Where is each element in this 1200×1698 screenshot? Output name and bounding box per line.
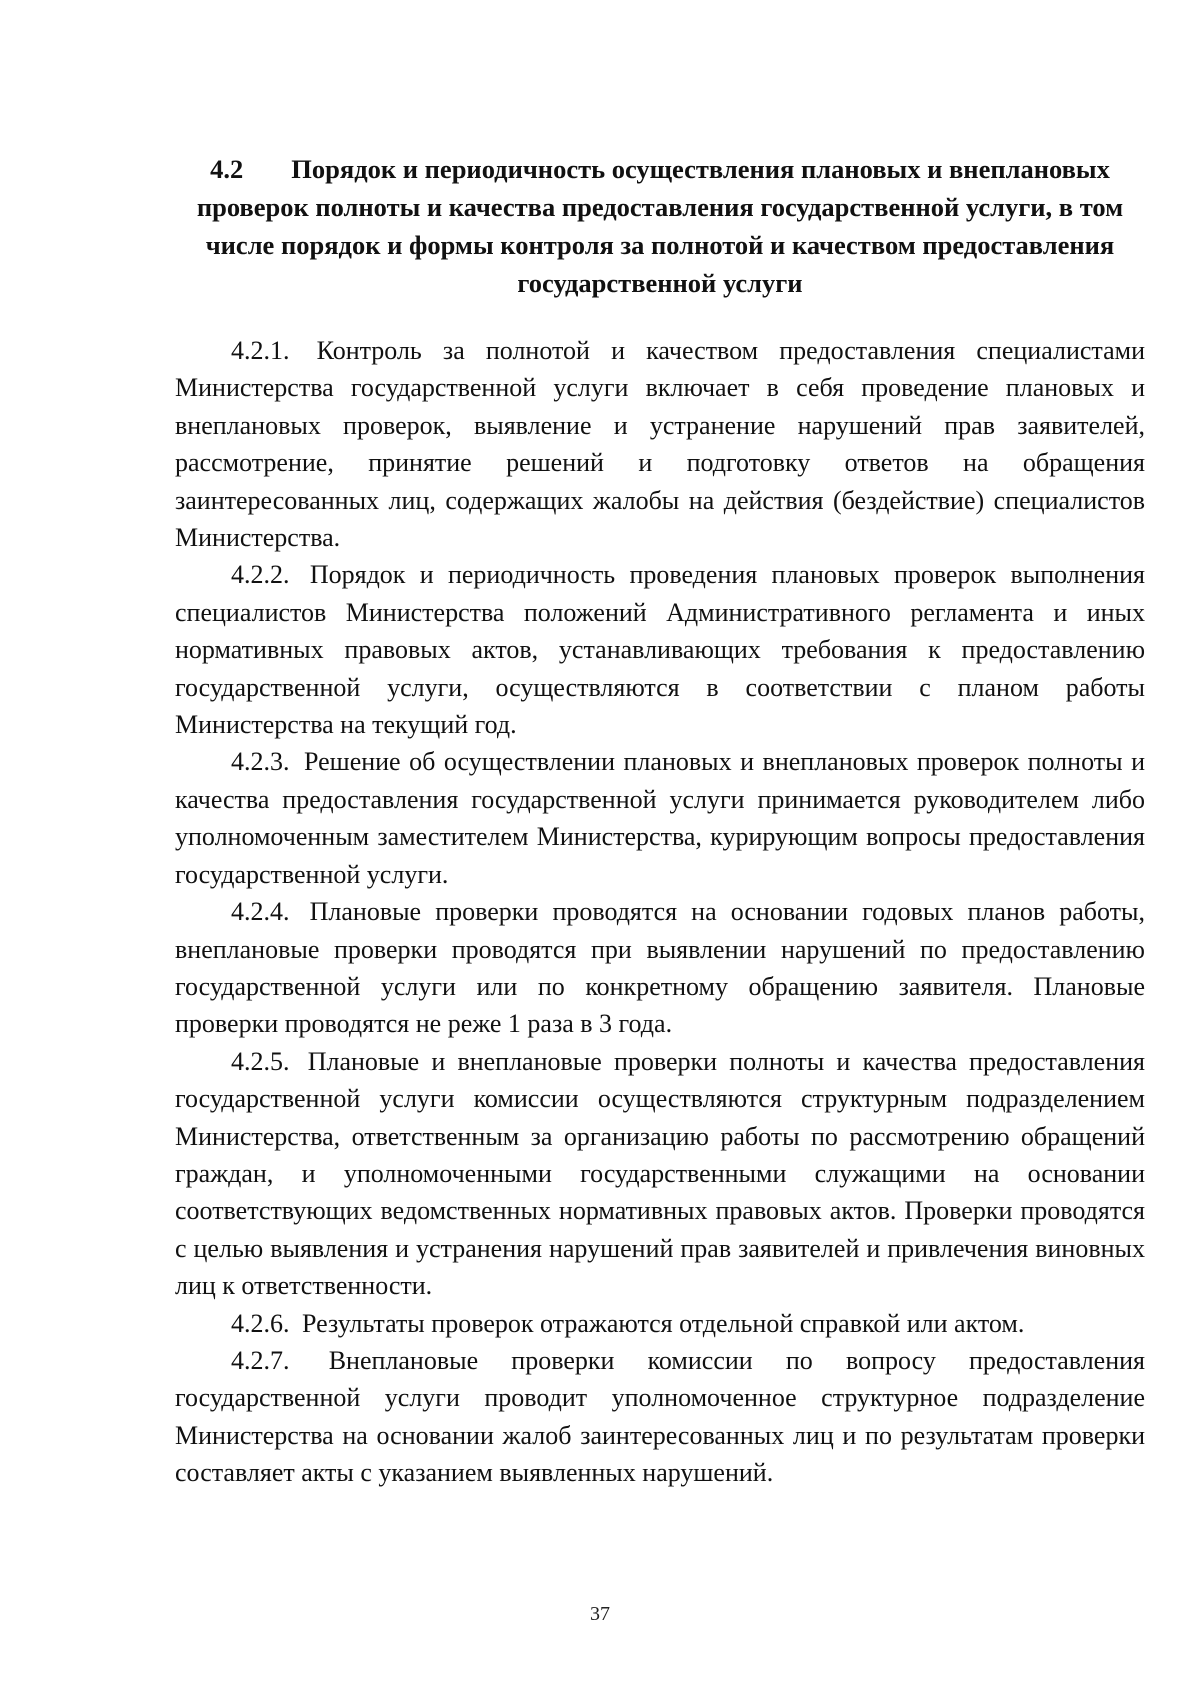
paragraph-number: 4.2.7. — [231, 1345, 290, 1375]
paragraph-text: Решение об осуществлении плановых и внеплановых проверок полноты и качества предоставления государственной услуги принимается руководителем либо уполномоченным заместителем Министерства, курирующим вопросы предоставления государственной услуги. — [175, 747, 1145, 889]
section-title: Порядок и периодичность осуществления плановых и внеплановых проверок полноты и качества предоставления государственной услуги, в том числе порядок и формы контроля за полнотой и качеством предоставления государственной услуги — [196, 154, 1124, 298]
paragraph-text: Порядок и периодичность проведения плановых проверок выполнения специалистов Министерства положений Административного регламента и иных нормативных правовых актов, устанавливающих требования к предоставлению государственной услуги, осуществляются в соответствии с планом работы Министерства на текущий год. — [175, 560, 1146, 740]
paragraph-number: 4.2.1. — [231, 336, 290, 365]
paragraph-text: Плановые проверки проводятся на основании годовых планов работы, внеплановые проверки проводятся при выявлении нарушений по предоставлению государственной услуги или по конкретному обращению заявителя. Плановые проверки проводятся не реже 1 раза в 3 года. — [175, 897, 1145, 1039]
paragraph-text: Плановые и внеплановые проверки полноты и качества предоставления государственной услуги комиссии осуществляются структурным подразделением Министерства, ответственным за организацию работы по рассмотрению обращений граждан, и уполномоченными государственными служащими на основании соответствующих ведомственных нормативных правовых актов. Проверки проводятся с целью выявления и устранения нарушений прав заявителей и привлечения виновных лиц к ответственности. — [175, 1046, 1146, 1301]
paragraph-4-2-6 — [175, 1305, 1145, 1342]
paragraph-number: 4.2.6. — [231, 1308, 290, 1338]
paragraph-4-2-5 — [175, 1043, 1145, 1305]
section-heading — [175, 150, 1145, 302]
section-number: 4.2 — [210, 154, 244, 184]
paragraph-4-2-4 — [175, 893, 1145, 1043]
paragraph-text: Контроль за полнотой и качеством предоставления специалистами Министерства государственной услуги включает в себя проведение плановых и внеплановых проверок, выявление и устранение нарушений прав заявителей, рассмотрение, принятие решений и подготовку ответов на обращения заинтересованных лиц, содержащих жалобы на действия (бездействие) специалистов Министерства. — [175, 336, 1145, 553]
paragraph-text: Внеплановые проверки комиссии по вопросу предоставления государственной услуги проводит уполномоченное структурное подразделение Министерства на основании жалоб заинтересованных лиц и по результатам проверки составляет акты с указанием выявленных нарушений. — [175, 1345, 1145, 1488]
paragraph-4-2-3 — [175, 743, 1145, 893]
paragraph-number: 4.2.3. — [231, 747, 290, 777]
paragraph-number: 4.2.4. — [231, 897, 290, 927]
paragraph-text: Результаты проверок отражаются отдельной справкой или актом. — [302, 1308, 1025, 1338]
document-body — [175, 332, 1145, 1492]
paragraph-4-2-7 — [175, 1342, 1145, 1492]
paragraph-4-2-1 — [175, 332, 1145, 556]
paragraph-4-2-2 — [175, 556, 1145, 743]
page-number: 37 — [590, 1603, 610, 1625]
paragraph-number: 4.2.2. — [231, 560, 290, 590]
paragraph-number: 4.2.5. — [231, 1046, 290, 1076]
